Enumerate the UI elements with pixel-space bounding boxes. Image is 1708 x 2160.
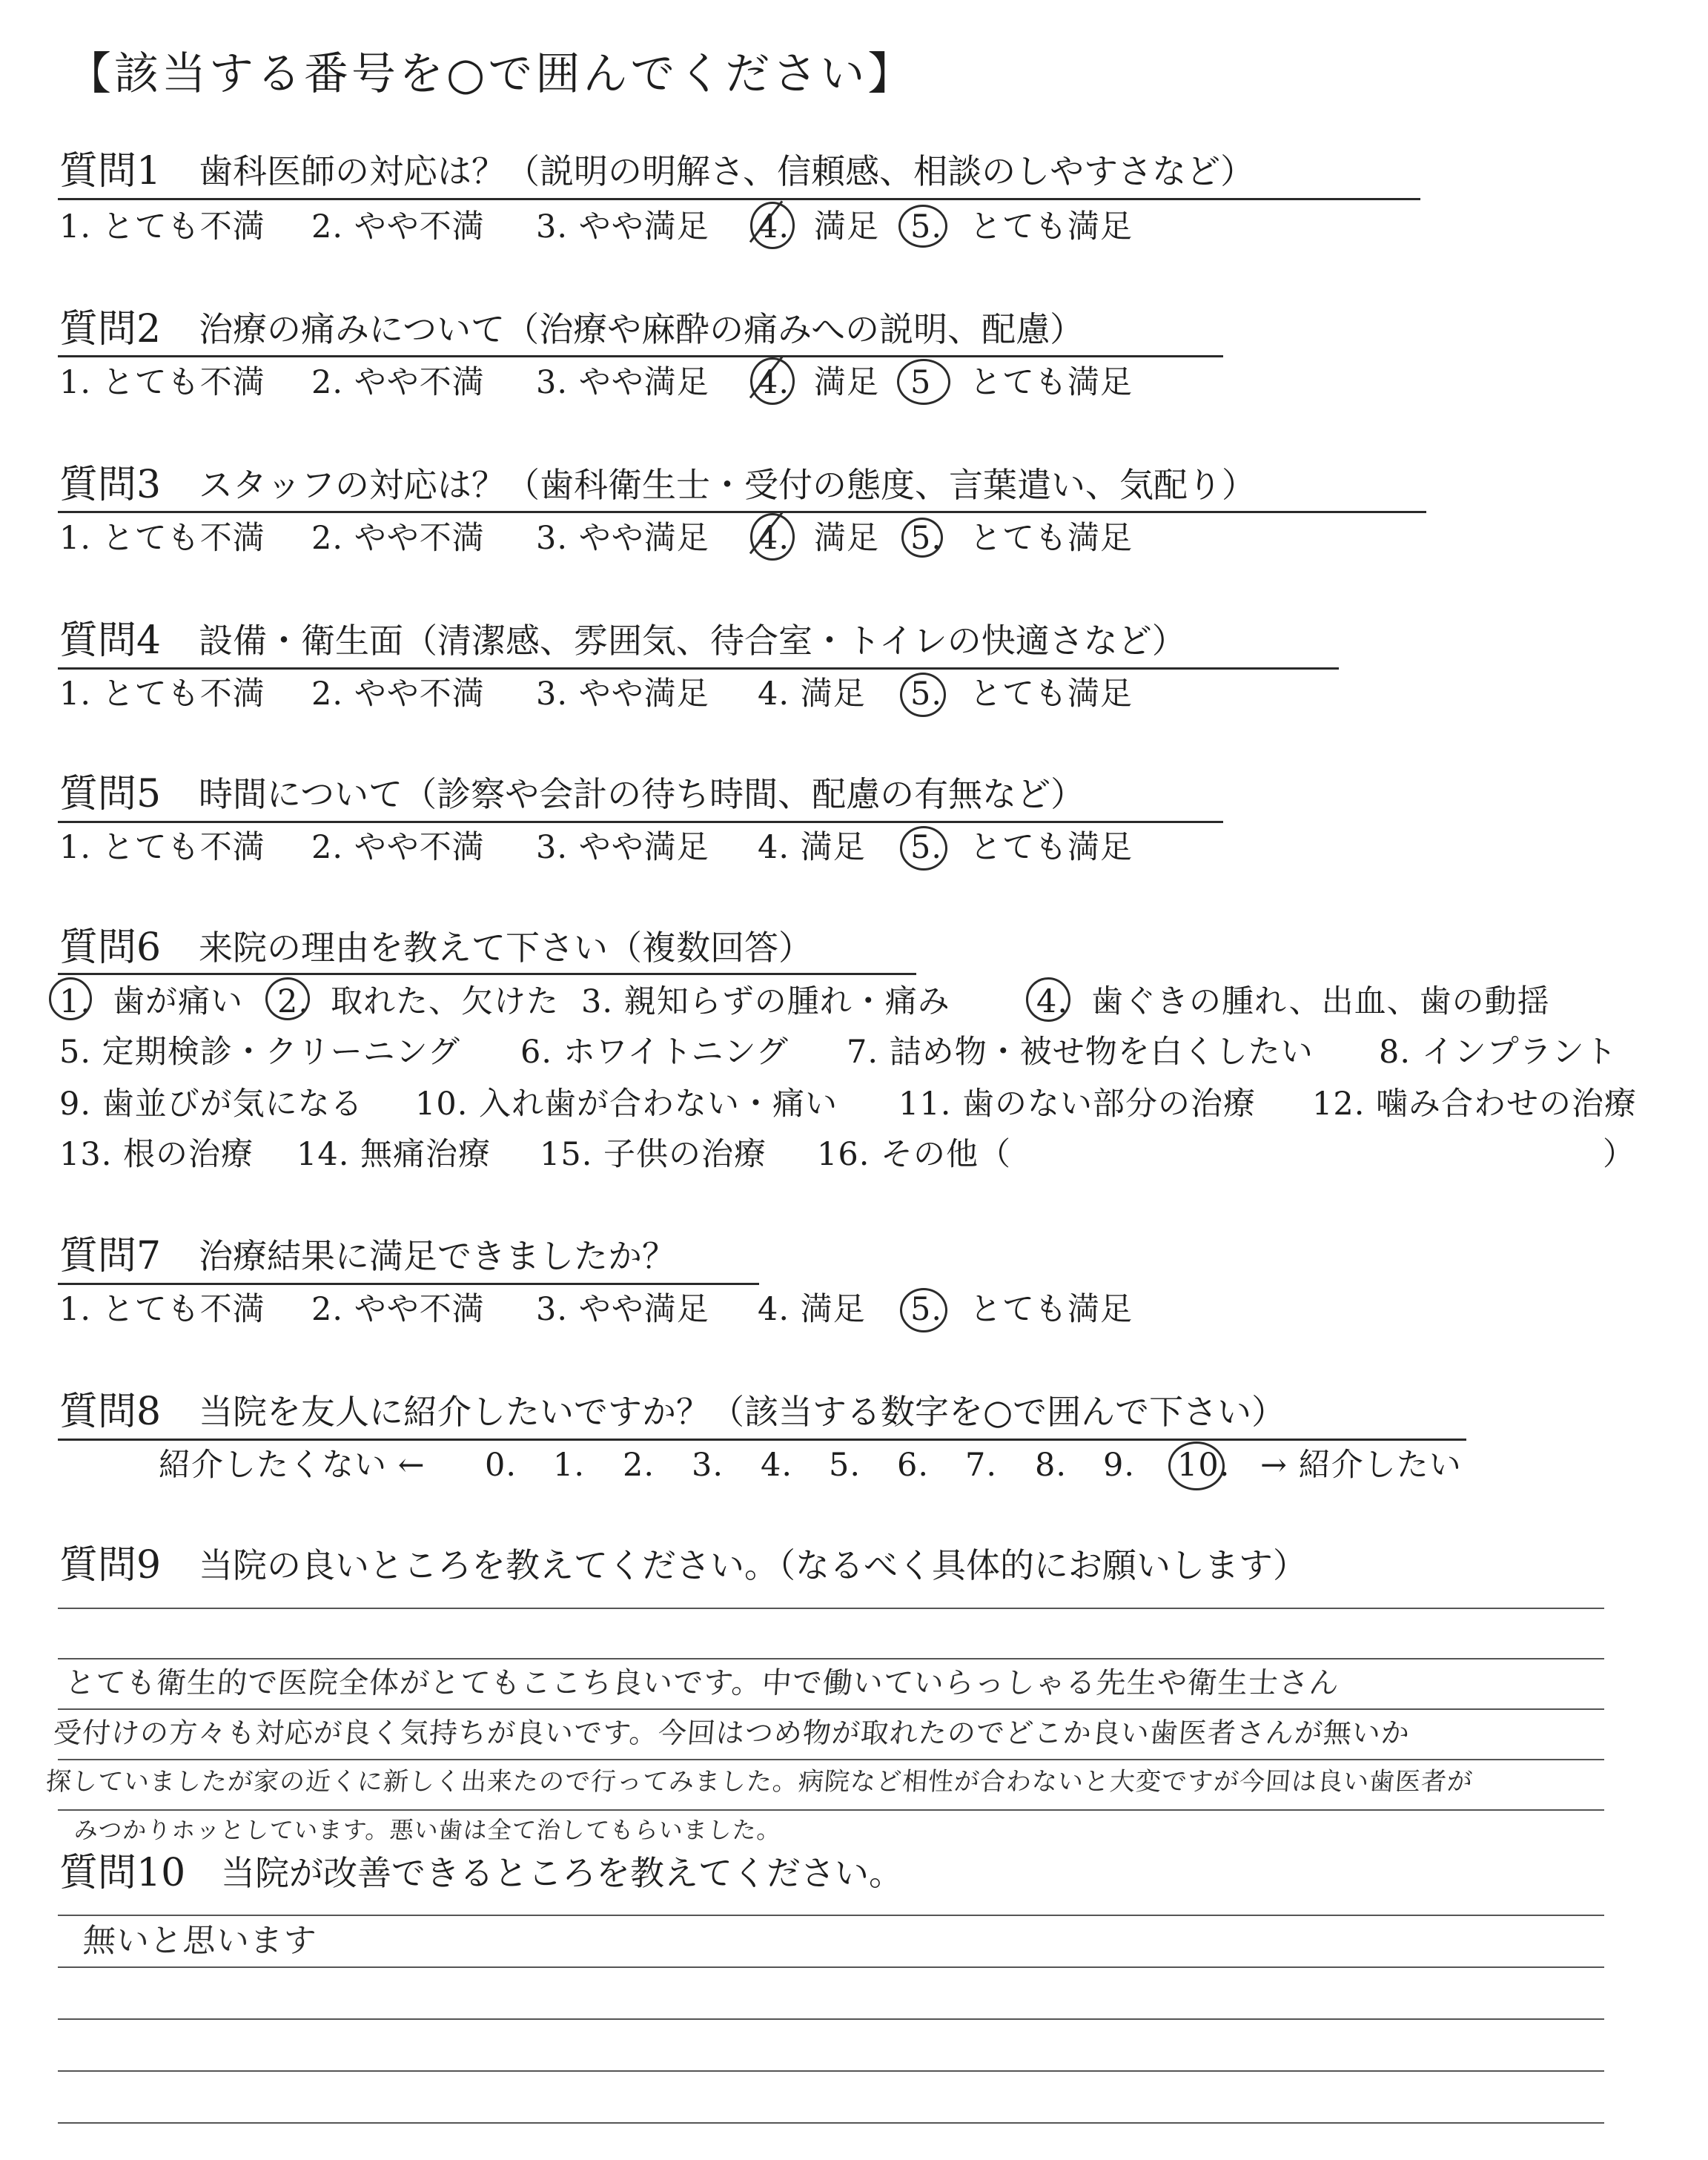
q6-reason-16-close: ） bbox=[1603, 1136, 1635, 1173]
q6-circle-2 bbox=[265, 977, 310, 1020]
q8-scale-7[interactable]: 7. bbox=[965, 1447, 998, 1484]
q4-option-4[interactable]: 4. 満足 bbox=[758, 676, 866, 713]
q6-text: 来院の理由を教えて下さい（複数回答） bbox=[199, 928, 812, 968]
q3-circle-5 bbox=[901, 518, 943, 558]
q8-scale-left: 紹介したくない ← bbox=[159, 1447, 426, 1484]
q3-label: 質問3 bbox=[59, 463, 162, 507]
q1-text: 歯科医師の対応は？（説明の明解さ、信頼感、相談のしやすさなど） bbox=[199, 151, 1255, 191]
q1-circle-4 bbox=[750, 202, 795, 249]
q2-circle-4 bbox=[750, 357, 795, 405]
q2-label: 質問2 bbox=[59, 307, 162, 351]
q9-label: 質問9 bbox=[59, 1543, 162, 1588]
q1-option-5-number[interactable]: 5. bbox=[910, 208, 943, 245]
q2-option-5[interactable]: とても満足 bbox=[970, 364, 1133, 401]
q10-write-line-5 bbox=[58, 2122, 1604, 2124]
q7-underline bbox=[58, 1283, 759, 1285]
q2-option-1[interactable]: 1. とても不満 bbox=[59, 364, 265, 401]
q3-underline bbox=[58, 511, 1426, 513]
q1-circle-5 bbox=[898, 205, 947, 248]
q2-option-2[interactable]: 2. やや不満 bbox=[311, 364, 485, 401]
q6-reason-1[interactable]: 歯が痛い bbox=[113, 983, 243, 1020]
q8-label: 質問8 bbox=[59, 1390, 162, 1434]
q6-reason-10[interactable]: 10. 入れ歯が合わない・痛い bbox=[415, 1086, 838, 1123]
q3-option-5-number[interactable]: 5. bbox=[910, 520, 943, 557]
q3-option-5[interactable]: とても満足 bbox=[970, 520, 1133, 557]
q9-answer-line-4: みつかりホッとしています。悪い歯は全て治してもらいました。 bbox=[73, 1816, 783, 1844]
q6-reason-16[interactable]: 16. その他（ bbox=[817, 1136, 1012, 1173]
q6-reason-2-number[interactable]: 2. bbox=[277, 983, 310, 1020]
q7-option-2[interactable]: 2. やや不満 bbox=[311, 1291, 485, 1328]
q8-underline bbox=[58, 1439, 1466, 1441]
q9-answer-line-2: 受付けの方々も対応が良く気持ちが良いです。今回はつめ物が取れたのでどこか良い歯医者さんが無いか bbox=[52, 1717, 1411, 1749]
q5-label: 質問5 bbox=[59, 772, 162, 816]
q6-reason-4[interactable]: 歯ぐきの腫れ、出血、歯の動揺 bbox=[1091, 983, 1550, 1020]
q10-write-line-1 bbox=[58, 1915, 1604, 1916]
q1-option-2[interactable]: 2. やや不満 bbox=[311, 208, 485, 245]
q9-write-line-2 bbox=[58, 1658, 1604, 1659]
q8-scale-3[interactable]: 3. bbox=[692, 1447, 724, 1484]
q5-circle-5 bbox=[900, 826, 947, 871]
q8-text: 当院を友人に紹介したいですか？（該当する数字を○で囲んで下さい） bbox=[199, 1392, 1286, 1432]
q6-reason-2[interactable]: 取れた、欠けた bbox=[331, 983, 559, 1020]
q6-circle-1 bbox=[49, 977, 92, 1020]
q3-circle-4 bbox=[750, 513, 795, 561]
q5-text: 時間について（診察や会計の待ち時間、配慮の有無など） bbox=[199, 774, 1085, 814]
q2-option-4-number[interactable]: 4. bbox=[758, 364, 790, 401]
q9-write-line-3 bbox=[58, 1708, 1604, 1710]
q5-option-1[interactable]: 1. とても不満 bbox=[59, 829, 265, 866]
q4-underline bbox=[58, 667, 1339, 670]
q7-option-5-number[interactable]: 5. bbox=[910, 1291, 943, 1328]
q10-write-line-4 bbox=[58, 2070, 1604, 2072]
q4-text: 設備・衛生面（清潔感、雰囲気、待合室・トイレの快適さなど） bbox=[199, 621, 1186, 661]
q3-option-3[interactable]: 3. やや満足 bbox=[536, 520, 709, 557]
q6-reason-15[interactable]: 15. 子供の治療 bbox=[540, 1136, 767, 1173]
q6-reason-4-number[interactable]: 4. bbox=[1036, 983, 1069, 1020]
q7-text: 治療結果に満足できましたか？ bbox=[199, 1236, 676, 1276]
q6-reason-8[interactable]: 8. インプラント bbox=[1379, 1034, 1618, 1071]
q3-option-2[interactable]: 2. やや不満 bbox=[311, 520, 485, 557]
q6-reason-12[interactable]: 12. 噛み合わせの治療 bbox=[1312, 1086, 1638, 1123]
q2-option-4[interactable]: 満足 bbox=[814, 364, 879, 401]
q7-option-3[interactable]: 3. やや満足 bbox=[536, 1291, 709, 1328]
q8-scale-0[interactable]: 0. bbox=[485, 1447, 517, 1484]
q9-write-line-4 bbox=[58, 1759, 1604, 1760]
q7-option-1[interactable]: 1. とても不満 bbox=[59, 1291, 265, 1328]
q8-scale-2[interactable]: 2. bbox=[623, 1447, 655, 1484]
q4-option-2[interactable]: 2. やや不満 bbox=[311, 676, 485, 713]
q6-reason-6[interactable]: 6. ホワイトニング bbox=[520, 1034, 789, 1071]
q5-option-3[interactable]: 3. やや満足 bbox=[536, 829, 709, 866]
q1-option-5[interactable]: とても満足 bbox=[970, 208, 1133, 245]
q8-scale-8[interactable]: 8. bbox=[1035, 1447, 1068, 1484]
q6-circle-4 bbox=[1026, 977, 1070, 1022]
q4-circle-5 bbox=[900, 673, 946, 717]
q3-option-1[interactable]: 1. とても不満 bbox=[59, 520, 265, 557]
q1-option-1[interactable]: 1. とても不満 bbox=[59, 208, 265, 245]
q8-circle-10 bbox=[1168, 1441, 1225, 1490]
q6-reason-7[interactable]: 7. 詰め物・被せ物を白くしたい bbox=[847, 1034, 1314, 1071]
page-title: 【該当する番号を○で囲んでください】 bbox=[67, 48, 916, 100]
q1-option-4[interactable]: 満足 bbox=[814, 208, 879, 245]
q9-answer-line-3: 探していましたが家の近くに新しく出来たので行ってみました。病院など相性が合わないと大変ですが今回は良い歯医者が bbox=[44, 1767, 1474, 1797]
q7-label: 質問7 bbox=[59, 1234, 162, 1278]
q8-scale-4[interactable]: 4. bbox=[761, 1447, 793, 1484]
q5-option-5[interactable]: とても満足 bbox=[970, 829, 1133, 866]
q6-reason-5[interactable]: 5. 定期検診・クリーニング bbox=[59, 1034, 460, 1071]
q2-text: 治療の痛みについて（治療や麻酔の痛みへの説明、配慮） bbox=[199, 309, 1085, 349]
q1-label: 質問1 bbox=[59, 149, 162, 194]
q7-option-5[interactable]: とても満足 bbox=[970, 1291, 1133, 1328]
q4-label: 質問4 bbox=[59, 618, 162, 663]
q9-write-line-5 bbox=[58, 1809, 1604, 1811]
q8-scale-5[interactable]: 5. bbox=[829, 1447, 861, 1484]
q6-reason-11[interactable]: 11. 歯のない部分の治療 bbox=[898, 1086, 1257, 1123]
q6-label: 質問6 bbox=[59, 925, 162, 970]
q6-reason-1-number[interactable]: 1. bbox=[59, 983, 92, 1020]
q10-write-line-3 bbox=[58, 2018, 1604, 2020]
q3-option-4[interactable]: 満足 bbox=[814, 520, 879, 557]
q6-reason-13[interactable]: 13. 根の治療 bbox=[59, 1136, 254, 1173]
q8-scale-10[interactable]: 10. bbox=[1177, 1447, 1231, 1484]
q5-underline bbox=[58, 821, 1223, 823]
q10-write-line-2 bbox=[58, 1966, 1604, 1968]
q1-underline bbox=[58, 198, 1420, 200]
q8-scale-right: → 紹介したい bbox=[1260, 1447, 1462, 1484]
q8-scale-1[interactable]: 1. bbox=[553, 1447, 586, 1484]
q9-answer-line-1: とても衛生的で医院全体がとてもここち良いです。中で働いていらっしゃる先生や衛生士さん bbox=[64, 1666, 1341, 1700]
q4-option-5[interactable]: とても満足 bbox=[970, 676, 1133, 713]
q4-option-1[interactable]: 1. とても不満 bbox=[59, 676, 265, 713]
q2-underline bbox=[58, 355, 1223, 357]
q5-option-2[interactable]: 2. やや不満 bbox=[311, 829, 485, 866]
q8-scale-9[interactable]: 9. bbox=[1103, 1447, 1136, 1484]
q6-underline bbox=[58, 973, 916, 975]
q6-reason-14[interactable]: 14. 無痛治療 bbox=[297, 1136, 491, 1173]
q6-reason-3[interactable]: 3. 親知らずの腫れ・痛み bbox=[581, 983, 950, 1020]
q7-circle-5 bbox=[900, 1288, 947, 1332]
q1-option-3[interactable]: 3. やや満足 bbox=[536, 208, 709, 245]
q2-circle-5 bbox=[897, 359, 950, 405]
q10-answer: 無いと思います bbox=[82, 1922, 318, 1960]
q4-option-5-number[interactable]: 5. bbox=[910, 676, 943, 713]
q9-write-line-1 bbox=[58, 1608, 1604, 1609]
q10-label: 質問10 bbox=[59, 1851, 186, 1895]
q2-option-3[interactable]: 3. やや満足 bbox=[536, 364, 709, 401]
q2-option-5-number[interactable]: 5 bbox=[910, 364, 932, 401]
q6-reason-9[interactable]: 9. 歯並びが気になる bbox=[59, 1086, 363, 1123]
q8-scale-6[interactable]: 6. bbox=[897, 1447, 930, 1484]
q10-text: 当院が改善できるところを教えてください。 bbox=[221, 1853, 903, 1893]
q3-option-4-number[interactable]: 4. bbox=[758, 520, 790, 557]
q7-option-4[interactable]: 4. 満足 bbox=[758, 1291, 866, 1328]
q1-option-4-number[interactable]: 4. bbox=[758, 208, 790, 245]
q5-option-5-number[interactable]: 5. bbox=[910, 829, 943, 866]
q4-option-3[interactable]: 3. やや満足 bbox=[536, 676, 709, 713]
q5-option-4[interactable]: 4. 満足 bbox=[758, 829, 866, 866]
q9-text: 当院の良いところを教えてください。（なるべく具体的にお願いします） bbox=[199, 1545, 1307, 1585]
q3-text: スタッフの対応は？（歯科衛生士・受付の態度、言葉遣い、気配り） bbox=[199, 465, 1256, 505]
